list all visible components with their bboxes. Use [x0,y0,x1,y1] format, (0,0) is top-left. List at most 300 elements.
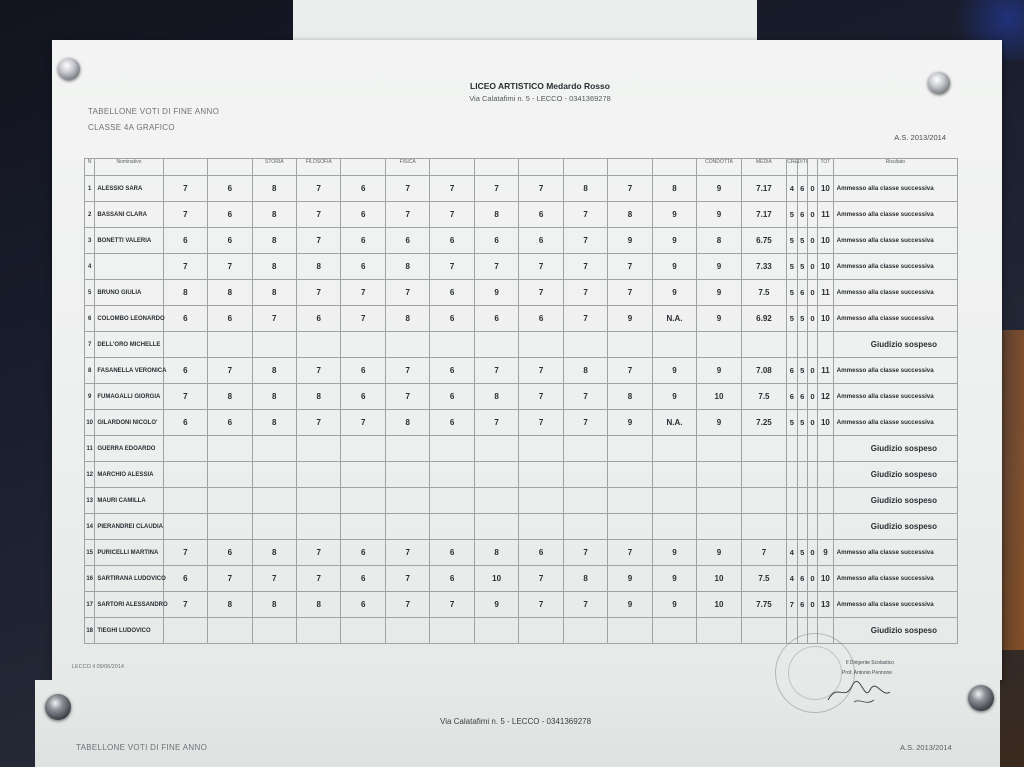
pushpin-icon [58,58,80,80]
column-header [474,159,518,176]
grade-cell: 7 [563,306,607,332]
total-credit-cell [818,462,834,488]
grade-cell: 7 [385,540,429,566]
total-credit-cell [818,436,834,462]
grade-cell: 9 [697,306,741,332]
grade-cell: 7 [519,410,563,436]
credit-cell [797,488,807,514]
grade-cell: 8 [563,566,607,592]
grade-cell: N.A. [652,410,696,436]
grade-cell: 7 [297,540,341,566]
grade-cell [341,332,385,358]
grade-cell: 6 [163,358,207,384]
result-cell: Ammesso alla classe successiva [833,228,957,254]
grade-cell: 9 [608,592,652,618]
grade-cell: 8 [385,306,429,332]
grade-cell: 7 [208,358,252,384]
credit-cell [807,436,817,462]
column-header: FISICA [385,159,429,176]
grade-cell [163,618,207,644]
grade-cell: 6 [519,540,563,566]
total-credit-cell: 10 [818,176,834,202]
student-name: BRUNO GIULIA [95,280,163,306]
grade-cell [341,488,385,514]
grade-cell: 7 [519,176,563,202]
table-row [85,332,958,358]
grade-cell: 9 [652,358,696,384]
grade-cell: 7 [385,358,429,384]
media-cell [741,462,787,488]
table-row [85,566,958,592]
grade-cell: 8 [385,254,429,280]
table-row [85,228,958,254]
student-name: PIERANDREI CLAUDIA [95,514,163,540]
row-number: 7 [85,332,95,358]
student-name: PURICELLI MARTINA [95,540,163,566]
grade-cell: 7 [430,254,474,280]
table-row [85,254,958,280]
school-year: A.S. 2013/2014 [894,133,946,142]
grade-cell: 7 [163,592,207,618]
credit-cell: 6 [797,202,807,228]
grade-cell: 7 [297,410,341,436]
grade-cell: 7 [341,280,385,306]
credit-cell: 6 [787,358,797,384]
class-label: CLASSE 4A GRAFICO [88,123,175,132]
grade-cell: 9 [652,202,696,228]
credit-cell: 0 [807,566,817,592]
column-header: MEDIA [741,159,787,176]
total-credit-cell: 10 [818,254,834,280]
grade-cell [430,514,474,540]
total-credit-cell: 10 [818,410,834,436]
row-number: 15 [85,540,95,566]
grade-cell: 8 [474,540,518,566]
credit-cell: 5 [787,202,797,228]
grade-cell [430,436,474,462]
grade-cell: 7 [608,540,652,566]
document-title: TABELLONE VOTI DI FINE ANNO [88,107,220,116]
grade-cell: 6 [430,410,474,436]
column-header [519,159,563,176]
column-header [608,159,652,176]
column-header [163,159,207,176]
handwritten-signature [824,672,894,708]
grade-cell: 8 [252,280,296,306]
grade-cell: 8 [252,228,296,254]
grade-cell: 6 [208,540,252,566]
grade-cell [252,618,296,644]
table-row [85,488,958,514]
result-cell: Ammesso alla classe successiva [833,384,957,410]
row-number: 2 [85,202,95,228]
credit-cell: 0 [807,228,817,254]
grade-cell: 7 [208,254,252,280]
grade-cell [474,462,518,488]
grade-cell: 6 [519,306,563,332]
table-row [85,384,958,410]
credit-cell [807,462,817,488]
grade-cell: 8 [608,202,652,228]
grade-cell: 7 [297,228,341,254]
row-number: 9 [85,384,95,410]
table-row [85,592,958,618]
grade-cell: 6 [208,228,252,254]
student-name: COLOMBO LEONARDO [95,306,163,332]
media-cell [741,618,787,644]
grade-cell: 7 [341,410,385,436]
grade-cell: 7 [297,176,341,202]
grade-cell: 8 [208,592,252,618]
pushpin-icon [45,694,71,720]
result-cell: Ammesso alla classe successiva [833,202,957,228]
grade-cell: 7 [563,254,607,280]
grade-cell: N.A. [652,306,696,332]
grade-cell [697,618,741,644]
grade-cell: 6 [341,202,385,228]
student-name: GUERRA EDOARDO [95,436,163,462]
grade-cell: 7 [163,540,207,566]
grade-cell [652,332,696,358]
grade-cell: 6 [474,306,518,332]
media-cell [741,436,787,462]
column-header: TOT [818,159,834,176]
result-cell: Giudizio sospeso [833,332,957,358]
grade-cell [341,514,385,540]
credit-cell: 0 [807,254,817,280]
grade-cell: 6 [163,228,207,254]
student-name: DELL'ORO MICHELLE [95,332,163,358]
grade-cell [252,332,296,358]
grade-cell: 7 [297,566,341,592]
grade-cell: 7 [341,306,385,332]
grade-cell: 7 [563,410,607,436]
credit-cell: 6 [787,384,797,410]
total-credit-cell: 11 [818,202,834,228]
grade-cell: 7 [430,202,474,228]
grade-cell: 6 [208,202,252,228]
grade-cell: 9 [652,384,696,410]
grade-cell [519,618,563,644]
row-number: 4 [85,254,95,280]
grade-cell: 7 [474,410,518,436]
row-number: 11 [85,436,95,462]
grade-cell: 6 [430,566,474,592]
grade-cell: 6 [341,228,385,254]
media-cell: 7.5 [741,384,787,410]
grade-cell [385,332,429,358]
pushpin-icon [928,72,950,94]
grade-cell: 8 [208,384,252,410]
grade-cell [608,436,652,462]
grade-cell: 6 [519,228,563,254]
credit-cell: 6 [797,566,807,592]
grade-cell: 9 [697,358,741,384]
grade-cell [563,332,607,358]
grade-cell: 7 [563,202,607,228]
table-row [85,202,958,228]
grade-cell [474,436,518,462]
credit-cell: 7 [787,592,797,618]
credit-cell: 5 [797,228,807,254]
grade-cell [385,488,429,514]
grade-cell [652,618,696,644]
grade-cell [252,488,296,514]
grade-cell: 7 [385,384,429,410]
grade-cell: 9 [608,306,652,332]
student-name: SARTIRANA LUDOVICO [95,566,163,592]
grade-cell: 6 [163,566,207,592]
grade-cell [208,462,252,488]
grade-cell: 7 [563,384,607,410]
result-cell: Giudizio sospeso [833,436,957,462]
grade-cell: 6 [341,176,385,202]
row-number: 5 [85,280,95,306]
column-header: CONDOTTA [697,159,741,176]
grade-cell: 9 [697,280,741,306]
grade-cell [430,618,474,644]
footer-document-title: TABELLONE VOTI DI FINE ANNO [76,743,208,752]
student-name: ALESSIO SARA [95,176,163,202]
grade-cell [697,488,741,514]
credit-cell: 5 [797,254,807,280]
result-cell: Ammesso alla classe successiva [833,566,957,592]
grade-cell: 8 [208,280,252,306]
grade-cell: 8 [252,176,296,202]
credit-cell: 5 [787,410,797,436]
grade-cell: 8 [474,384,518,410]
column-header: N [85,159,95,176]
column-header: Nominativo [95,159,163,176]
media-cell: 7.5 [741,280,787,306]
grade-cell: 6 [341,358,385,384]
result-cell: Giudizio sospeso [833,514,957,540]
grade-cell [697,436,741,462]
column-header [807,159,817,176]
media-cell [741,514,787,540]
media-cell: 7.17 [741,202,787,228]
grade-cell: 8 [252,410,296,436]
grade-cell: 7 [563,540,607,566]
grade-cell [341,436,385,462]
grade-cell [474,514,518,540]
credit-cell: 0 [807,202,817,228]
table-row [85,410,958,436]
credit-cell: 0 [807,176,817,202]
grade-cell: 6 [341,592,385,618]
grade-cell [297,436,341,462]
grade-cell [252,462,296,488]
grade-cell [474,332,518,358]
grade-cell: 7 [474,358,518,384]
table-row [85,540,958,566]
table-row [85,280,958,306]
row-number: 3 [85,228,95,254]
column-header [341,159,385,176]
column-header: FILOSOFIA [297,159,341,176]
row-number: 10 [85,410,95,436]
grade-cell [297,488,341,514]
grade-cell: 6 [519,202,563,228]
grade-cell [163,436,207,462]
grade-cell [608,488,652,514]
credit-cell: 4 [787,566,797,592]
document-date: LECCO il 09/06/2014 [72,664,124,670]
student-name: TIEGHI LUDOVICO [95,618,163,644]
grade-cell [385,462,429,488]
credit-cell: 0 [807,592,817,618]
student-name: FASANELLA VERONICA [95,358,163,384]
grade-cell: 7 [519,384,563,410]
grade-cell [163,462,207,488]
grade-cell: 7 [297,202,341,228]
credit-cell: 4 [787,176,797,202]
grade-cell: 8 [252,540,296,566]
grade-cell: 7 [608,176,652,202]
grade-cell [519,488,563,514]
credit-cell: 6 [797,280,807,306]
grade-cell [563,514,607,540]
grade-cell [563,488,607,514]
grade-cell [163,332,207,358]
grade-cell: 7 [252,566,296,592]
grade-cell: 6 [385,228,429,254]
column-header [563,159,607,176]
result-cell: Ammesso alla classe successiva [833,176,957,202]
grade-cell: 7 [385,176,429,202]
grade-cell: 7 [563,280,607,306]
grade-cell [208,436,252,462]
grade-cell [563,462,607,488]
grade-cell [697,514,741,540]
credit-cell [807,514,817,540]
grade-cell [341,462,385,488]
footer-school-year: A.S. 2013/2014 [900,743,952,752]
grade-cell: 7 [385,592,429,618]
grade-cell: 10 [697,566,741,592]
row-number: 17 [85,592,95,618]
grade-cell: 8 [252,384,296,410]
grade-cell: 7 [208,566,252,592]
grade-cell: 6 [208,176,252,202]
row-number: 14 [85,514,95,540]
grade-cell: 9 [697,540,741,566]
credit-cell [787,488,797,514]
grade-cell: 7 [474,176,518,202]
credit-cell: 5 [797,358,807,384]
footer-address: Via Calatafimi n. 5 - LECCO - 0341369278 [440,717,592,726]
result-cell: Ammesso alla classe successiva [833,540,957,566]
student-name: SARTORI ALESSANDRO [95,592,163,618]
grade-cell: 7 [163,176,207,202]
grade-cell [252,514,296,540]
row-number: 6 [85,306,95,332]
credit-cell [797,514,807,540]
grade-cell: 7 [297,358,341,384]
grade-cell [652,514,696,540]
student-name: FUMAGALLI GIORGIA [95,384,163,410]
credit-cell: 0 [807,306,817,332]
grade-cell: 10 [474,566,518,592]
total-credit-cell: 13 [818,592,834,618]
credit-cell [807,488,817,514]
credit-cell: 0 [807,410,817,436]
total-credit-cell [818,514,834,540]
grade-cell: 7 [297,280,341,306]
grade-cell: 8 [252,592,296,618]
grade-cell: 7 [252,306,296,332]
grade-cell: 7 [519,566,563,592]
total-credit-cell: 11 [818,280,834,306]
column-header: CREDITI [787,159,797,176]
grade-cell [608,462,652,488]
grades-table [84,158,958,644]
media-cell: 7.17 [741,176,787,202]
grade-cell: 8 [297,384,341,410]
grade-cell [208,514,252,540]
grade-cell: 9 [697,410,741,436]
pushpin-icon [968,685,994,711]
column-header: Risultato [833,159,957,176]
grade-cell: 6 [341,540,385,566]
student-name: MARCHIO ALESSIA [95,462,163,488]
total-credit-cell: 12 [818,384,834,410]
result-cell: Ammesso alla classe successiva [833,306,957,332]
media-cell: 7.75 [741,592,787,618]
credit-cell: 0 [807,280,817,306]
table-row [85,514,958,540]
grade-cell: 9 [697,254,741,280]
grade-cell: 7 [519,254,563,280]
row-number: 12 [85,462,95,488]
grade-cell: 6 [430,306,474,332]
credit-cell [787,462,797,488]
credit-cell: 6 [797,176,807,202]
media-cell: 7.08 [741,358,787,384]
grade-cell: 7 [519,358,563,384]
grade-cell [297,618,341,644]
grade-cell: 9 [608,566,652,592]
school-address: Via Calatafimi n. 5 - LECCO - 0341369278 [469,94,611,103]
grade-cell [519,436,563,462]
grade-cell [474,618,518,644]
result-cell: Giudizio sospeso [833,618,957,644]
credit-cell: 5 [797,306,807,332]
grade-cell: 7 [519,592,563,618]
credit-cell [807,332,817,358]
credit-cell [787,332,797,358]
grade-cell: 9 [652,592,696,618]
grade-cell [252,436,296,462]
grade-cell: 6 [430,384,474,410]
grade-cell: 6 [208,410,252,436]
credit-cell: 5 [787,228,797,254]
grade-cell [608,618,652,644]
grade-cell [519,332,563,358]
grade-cell: 7 [163,384,207,410]
grade-cell: 7 [563,228,607,254]
grade-cell [608,514,652,540]
grade-cell: 9 [697,202,741,228]
row-number: 8 [85,358,95,384]
grade-cell [430,462,474,488]
grade-cell [430,332,474,358]
school-name: LICEO ARTISTICO Medardo Rosso [470,81,610,91]
signature-role: Il Dirigente Scolastico [846,660,895,666]
column-header [430,159,474,176]
grade-cell: 8 [252,358,296,384]
media-cell: 6.75 [741,228,787,254]
